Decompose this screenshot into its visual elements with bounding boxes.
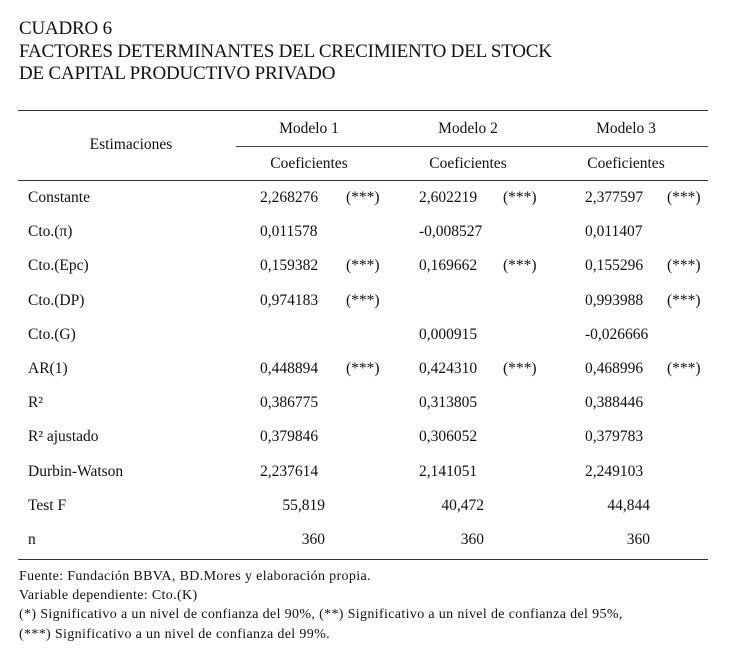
significance-marker: (***) [667,360,701,377]
table-title-line-2: DE CAPITAL PRODUCTIVO PRIVADO [19,63,336,84]
significance-marker: (***) [667,292,701,309]
model-3-header: Modelo 3 [596,120,656,137]
table-number: CUADRO 6 [19,18,112,39]
coefficient-value: -0,026666 [585,326,649,343]
note-dependent-variable: Variable dependiente: Cto.(K) [19,588,198,604]
table-title-line-1: FACTORES DETERMINANTES DEL CRECIMIENTO DEL STOCK [19,40,552,62]
significance-marker: (***) [346,257,380,274]
significance-marker: (***) [503,360,537,377]
coefficient-value: 2,377597 [585,189,644,206]
row-label: Cto.(DP) [28,292,85,309]
row-label: R² ajustado [28,428,99,445]
significance-marker: (***) [667,189,701,206]
row-label: Cto.(Epc) [28,257,89,274]
model-3-subheader: Coeficientes [587,155,665,172]
coefficient-value: 2,141051 [419,463,478,480]
coefficient-value: 0,313805 [419,394,478,411]
table-top-rule [18,110,708,111]
table-notes [19,567,623,644]
row-label: R² [28,394,43,411]
coefficient-value: -0,008527 [419,223,483,240]
model-1-subheader: Coeficientes [270,155,348,172]
coefficient-value: 40,472 [441,497,484,514]
row-label: AR(1) [28,360,68,377]
model-1-header: Modelo 1 [279,120,339,137]
significance-marker: (***) [346,292,380,309]
significance-marker: (***) [346,360,380,377]
coefficient-value: 0,011407 [585,223,643,240]
row-label: Test F [28,497,67,514]
coefficient-value: 0,448894 [260,360,319,377]
significance-marker: (***) [667,257,701,274]
coefficient-value: 0,386775 [260,394,319,411]
row-label: n [28,531,36,548]
significance-marker: (***) [346,189,380,206]
coefficient-value: 2,249103 [585,463,644,480]
row-label: Cto.(G) [28,326,76,343]
note-significance-1: (*) Significativo a un nivel de confianza del 90%, (**) Significativo a un nivel de confianza del 95%, [19,607,623,623]
coefficient-value: 360 [301,531,325,548]
coefficient-value: 2,268276 [260,189,319,206]
note-source: Fuente: Fundación BBVA, BD.Mores y elaboración propia. [19,569,371,584]
note-significance-2: (***) Significativo a un nivel de confianza del 99%. [19,626,330,642]
coefficient-value: 0,974183 [260,292,319,309]
row-label: Cto.(π) [28,223,73,240]
table-title [19,18,552,86]
corner-header: Estimaciones [89,136,173,153]
coefficient-value: 0,011578 [260,223,318,240]
header-sub-rule [236,146,708,147]
model-2-subheader: Coeficientes [429,155,507,172]
significance-marker: (***) [503,257,537,274]
coefficient-value: 0,000915 [419,326,478,343]
coefficient-value: 0,468996 [585,360,644,377]
significance-marker: (***) [503,189,537,206]
row-label: Constante [28,189,90,206]
coefficient-value: 2,602219 [419,189,478,206]
coefficient-value: 0,993988 [585,292,644,309]
table-bottom-rule [18,559,708,560]
coefficient-value: 360 [460,531,484,548]
coefficient-value: 0,379846 [260,428,319,445]
coefficient-value: 360 [626,531,650,548]
row-label: Durbin-Watson [28,463,124,480]
coefficient-value: 0,424310 [419,360,478,377]
coefficient-value: 0,306052 [419,428,478,445]
coefficient-value: 55,819 [282,497,325,514]
coefficient-value: 0,159382 [260,257,319,274]
model-2-header: Modelo 2 [438,120,498,137]
coefficient-value: 0,169662 [419,257,478,274]
coefficient-value: 0,155296 [585,257,644,274]
coefficient-value: 0,388446 [585,394,644,411]
coefficient-value: 0,379783 [585,428,644,445]
coefficient-value: 44,844 [607,497,650,514]
header-bottom-rule [18,180,708,181]
coefficient-value: 2,237614 [260,463,319,480]
